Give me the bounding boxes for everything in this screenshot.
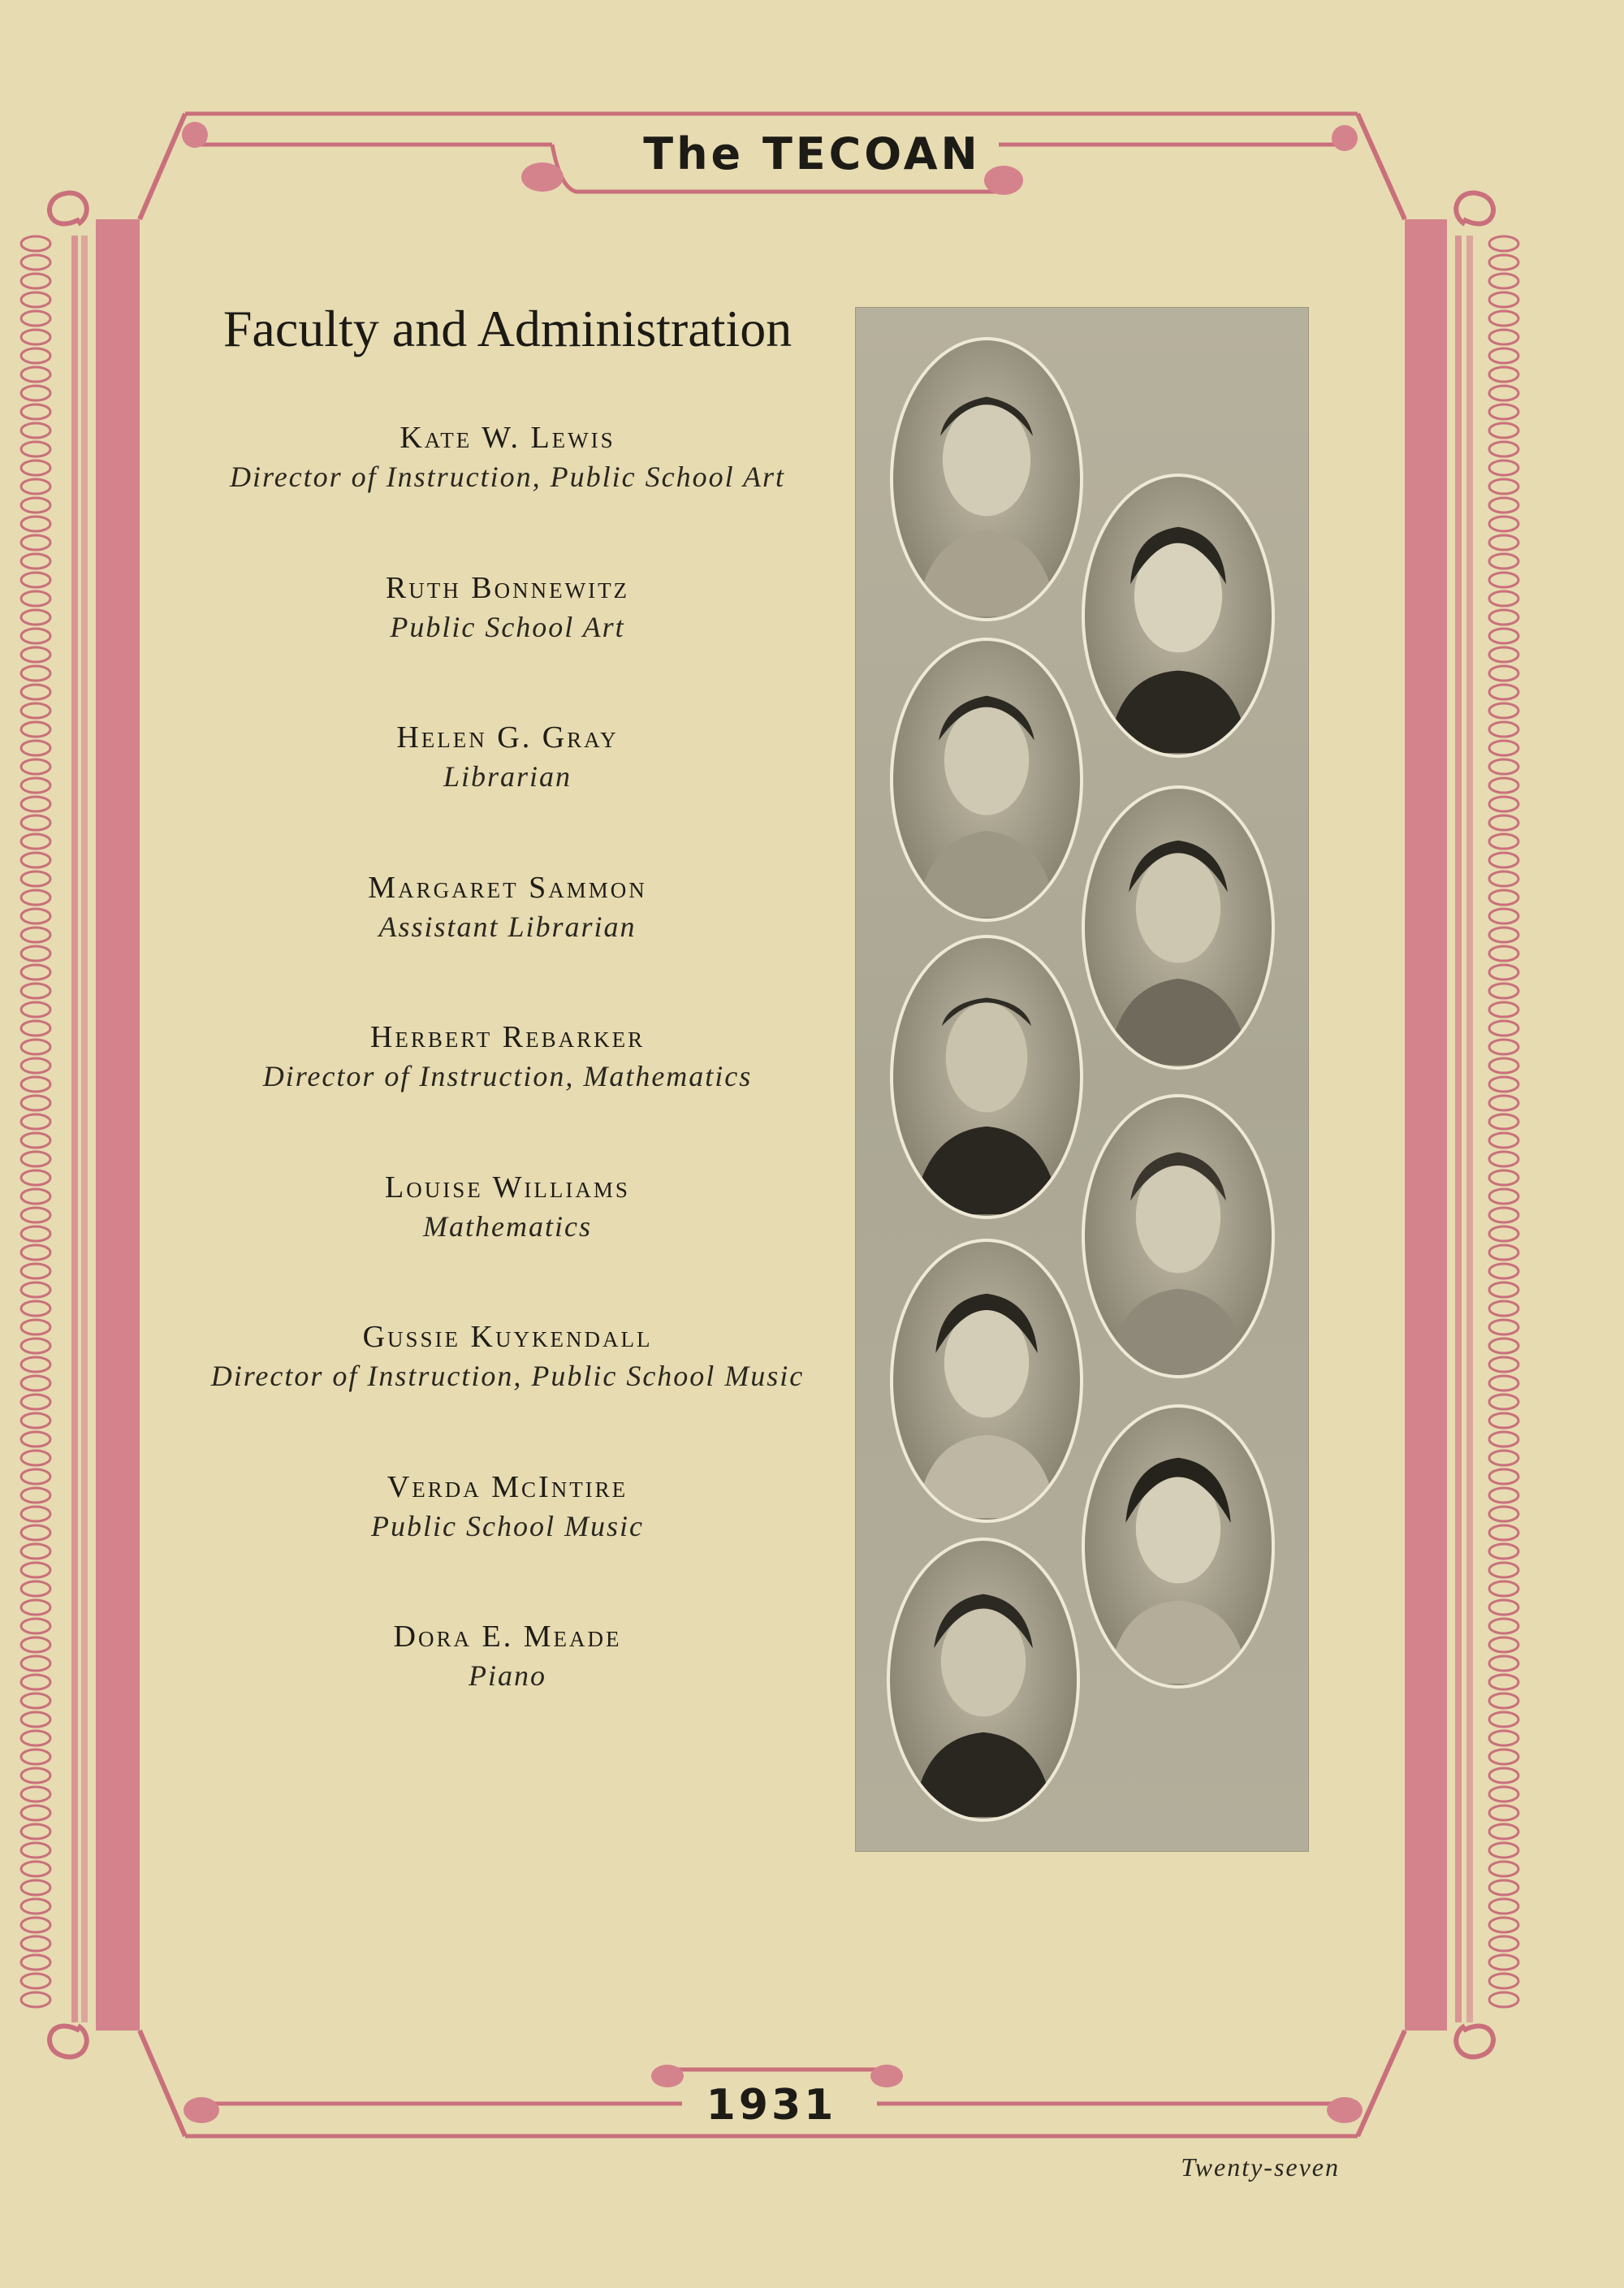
faculty-title: Librarian <box>443 760 572 793</box>
publication-title: The TECOAN <box>643 128 981 179</box>
faculty-name: Louise Williams <box>385 1170 630 1205</box>
faculty-name: Verda McIntire <box>387 1469 628 1504</box>
portrait-photo <box>890 337 1083 621</box>
faculty-title: Mathematics <box>423 1209 592 1243</box>
faculty-name: Kate W. Lewis <box>400 421 615 455</box>
faculty-entry <box>146 718 869 868</box>
page-number: Twenty-seven <box>1181 2152 1340 2182</box>
faculty-entry <box>146 1617 869 1767</box>
faculty-title: Assistant Librarian <box>378 910 637 943</box>
faculty-roster <box>146 418 869 1767</box>
faculty-title: Piano <box>469 1659 546 1692</box>
section-heading: Faculty and Administration <box>222 300 793 357</box>
faculty-name: Gussie Kuykendall <box>362 1320 653 1354</box>
portrait-photo <box>1082 1094 1275 1378</box>
faculty-entry <box>146 569 869 719</box>
faculty-title: Director of Instruction, Mathematics <box>262 1060 753 1092</box>
portrait-photo <box>1082 1404 1275 1689</box>
portrait-panel <box>855 307 1309 1852</box>
portrait-photo <box>1082 474 1275 758</box>
faculty-name: Ruth Bonnewitz <box>385 570 630 605</box>
faculty-name: Helen G. Gray <box>396 720 619 755</box>
faculty-title: Director of Instruction, Public School Art <box>230 461 785 493</box>
portrait-photo <box>890 638 1083 922</box>
faculty-name: Herbert Rebarker <box>369 1020 646 1054</box>
faculty-title: Director of Instruction, Public School Music <box>210 1360 805 1392</box>
faculty-entry <box>146 418 869 569</box>
faculty-title: Public School Art <box>390 610 625 643</box>
faculty-entry <box>146 868 869 1019</box>
faculty-entry <box>146 1018 869 1168</box>
faculty-name: Dora E. Meade <box>393 1620 622 1654</box>
portrait-photo <box>890 935 1083 1219</box>
yearbook-year: 1931 <box>706 2081 837 2130</box>
faculty-entry <box>146 1168 869 1318</box>
portrait-photo <box>887 1538 1080 1822</box>
portrait-photo <box>890 1239 1083 1523</box>
faculty-entry <box>146 1468 869 1618</box>
portrait-photo <box>1082 785 1275 1070</box>
faculty-entry <box>146 1317 869 1468</box>
faculty-name: Margaret Sammon <box>368 870 647 905</box>
faculty-title: Public School Music <box>371 1509 644 1542</box>
